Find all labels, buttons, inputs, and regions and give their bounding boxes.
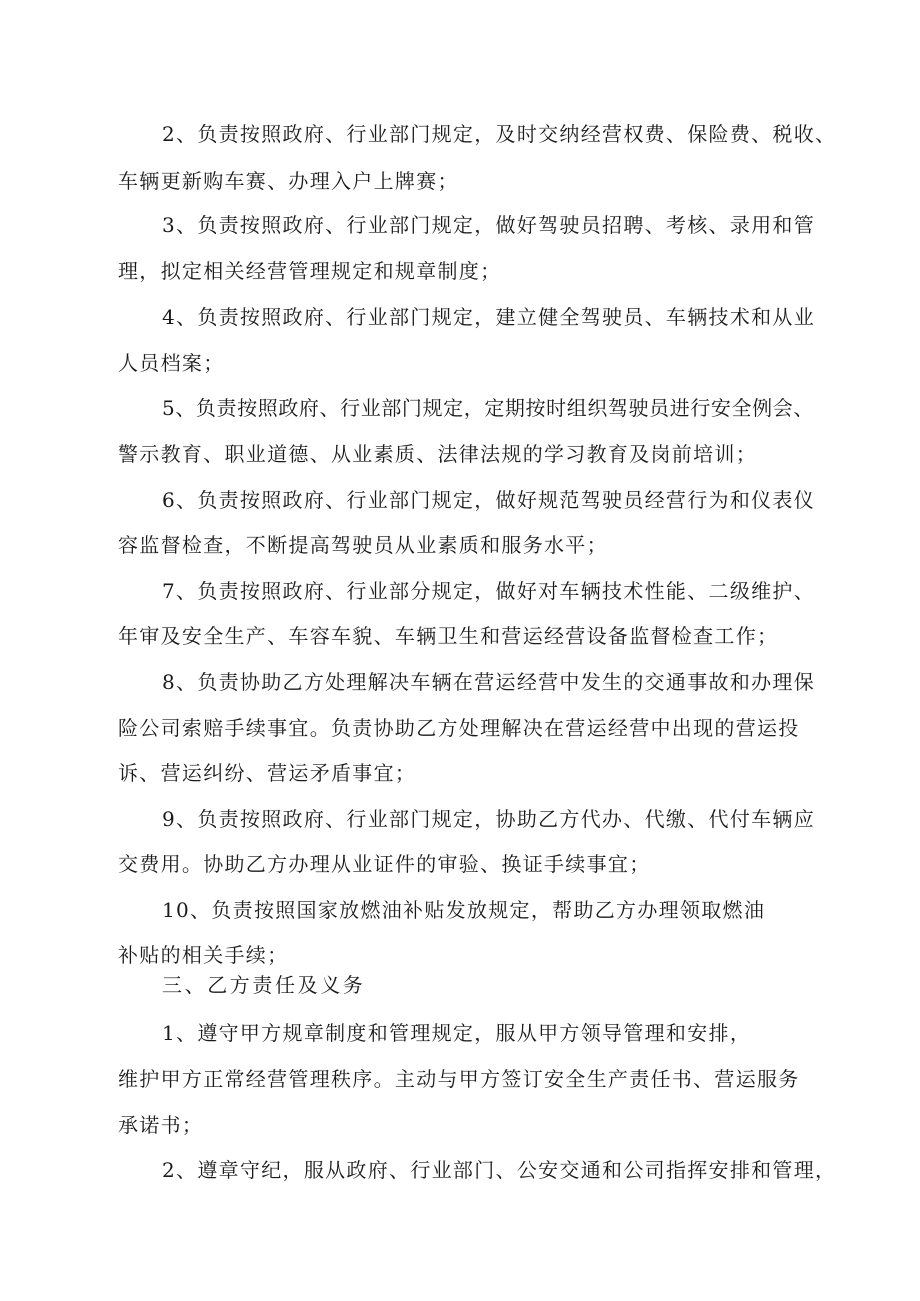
item-4-line-2: 人员档案；	[118, 351, 225, 375]
party-b-item-2-line-1: 2、遵章守纪，服从政府、行业部门、公安交通和公司指挥安排和管理，	[162, 1158, 837, 1182]
party-b-item-1-line-1: 1、遵守甲方规章制度和管理规定，服从甲方领导管理和安排，	[162, 1021, 752, 1045]
party-b-item-1-line-3: 承诺书；	[118, 1113, 204, 1137]
item-2-line-1: 2、负责按照政府、行业部门规定，及时交纳经营权费、保险费、税收、	[162, 122, 837, 146]
item-2-line-2: 车辆更新购车赛、办理入户上牌赛；	[118, 169, 459, 193]
item-9-line-2: 交费用。协助乙方办理从业证件的审验、换证手续事宜；	[118, 852, 651, 876]
item-6-line-1: 6、负责按照政府、行业部门规定，做好规范驾驶员经营行为和仪表仪	[162, 488, 816, 512]
item-5-line-1: 5、负责按照政府、行业部门规定，定期按时组织驾驶员进行安全例会、	[162, 396, 814, 420]
section-heading-party-b: 三、乙方责任及义务	[162, 973, 366, 997]
item-6-line-2: 容监督检查，不断提高驾驶员从业素质和服务水平；	[118, 533, 608, 557]
item-10-line-2: 补贴的相关手续；	[118, 943, 289, 967]
item-3-line-1: 3、负责按照政府、行业部门规定，做好驾驶员招聘、考核、录用和管	[162, 213, 816, 237]
item-4-line-1: 4、负责按照政府、行业部门规定，建立健全驾驶员、车辆技术和从业	[162, 305, 816, 329]
item-5-line-2: 警示教育、职业道德、从业素质、法律法规的学习教育及岗前培训；	[118, 442, 757, 466]
item-9-line-1: 9、负责按照政府、行业部门规定，协助乙方代办、代缴、代付车辆应	[162, 807, 816, 831]
item-3-line-2: 理，拟定相关经营管理规定和规章制度；	[118, 259, 502, 283]
item-8-line-2: 险公司索赔手续事宜。负责协助乙方处理解决在营运经营中出现的营运投	[118, 716, 800, 740]
item-8-line-1: 8、负责协助乙方处理解决车辆在营运经营中发生的交通事故和办理保	[162, 670, 816, 694]
item-8-line-3: 诉、营运纠纷、营运矛盾事宜；	[118, 761, 417, 785]
item-7-line-2: 年审及安全生产、车容车貌、车辆卫生和营运经营设备监督检查工作；	[118, 624, 779, 648]
item-7-line-1: 7、负责按照政府、行业部分规定，做好对车辆技术性能、二级维护、	[162, 579, 816, 603]
item-10-line-1: 10、负责按照国家放燃油补贴发放规定，帮助乙方办理领取燃油	[162, 898, 766, 922]
party-b-item-1-line-2: 维护甲方正常经营管理秩序。主动与甲方签订安全生产责任书、营运服务	[118, 1067, 800, 1091]
